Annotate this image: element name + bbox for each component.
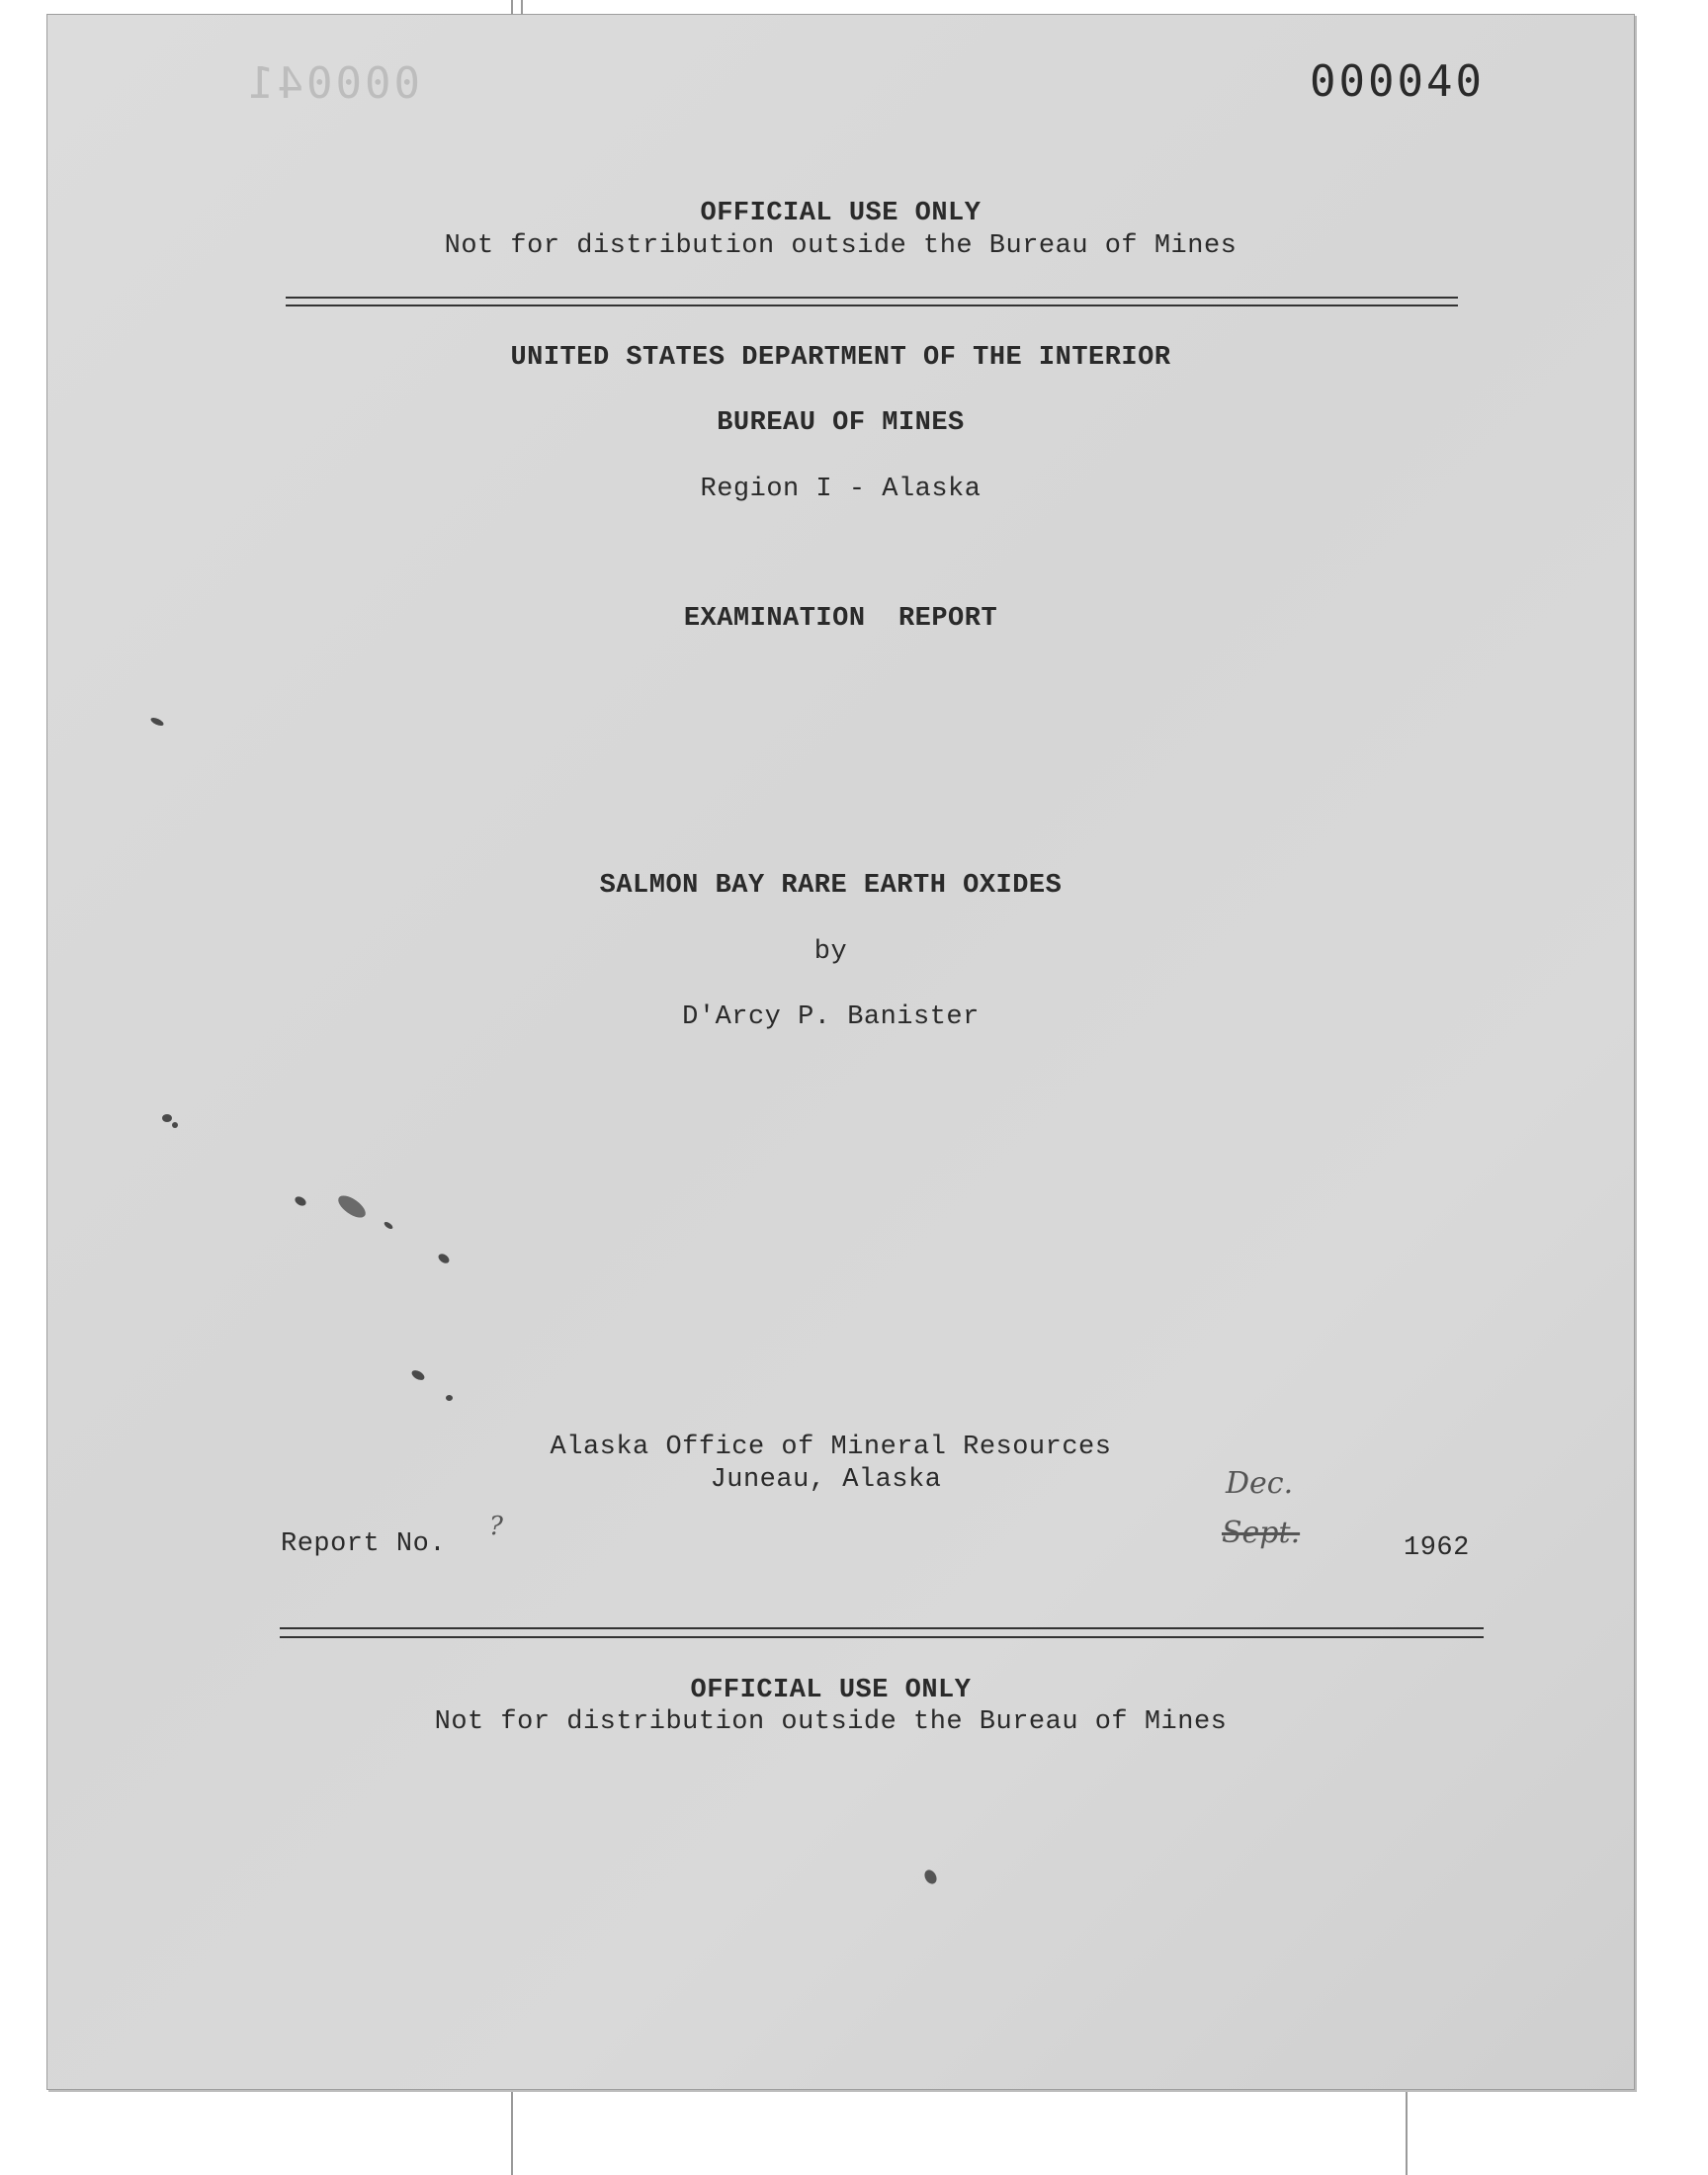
footer-notice-title: OFFICIAL USE ONLY [690,1676,972,1705]
report-number-label: Report No. [281,1529,447,1559]
scan-edge-top-left [511,0,513,14]
scan-edge-bottom-right [1406,2088,1408,2175]
region-name: Region I - Alaska [700,475,982,504]
ink-speck [162,1114,172,1122]
ink-stain [335,1191,370,1222]
scan-edge-bottom-left [511,2088,513,2175]
ink-speck [437,1252,451,1264]
footer-notice-subtitle: Not for distribution outside the Bureau of Mines [434,1707,1228,1737]
ink-speck [172,1122,178,1128]
ghost-page-number: 000041 [245,58,420,109]
footer-rule-bottom [280,1636,1484,1638]
office-location: Juneau, Alaska [710,1465,942,1495]
document-page [46,14,1635,2090]
ink-speck [922,1868,939,1885]
ink-speck [446,1395,453,1401]
header-notice-subtitle: Not for distribution outside the Bureau of Mines [444,231,1238,261]
struck-month: Sept. [1222,1516,1301,1550]
footer-rule-top [280,1627,1484,1629]
ink-speck [149,716,164,727]
report-title: SALMON BAY RARE EARTH OXIDES [599,871,1063,901]
ink-speck [294,1195,307,1208]
header-notice-title: OFFICIAL USE ONLY [700,199,982,228]
header-rule-top [286,297,1458,299]
author-name: D'Arcy P. Banister [682,1002,980,1032]
header-rule-bottom [286,304,1458,306]
bureau-name: BUREAU OF MINES [717,408,965,438]
report-number-handwritten-mark: ? [489,1512,503,1541]
office-name: Alaska Office of Mineral Resources [550,1433,1112,1462]
by-label: by [813,937,848,967]
department-name: UNITED STATES DEPARTMENT OF THE INTERIOR [510,343,1171,373]
page-number: 000040 [1310,56,1485,107]
ink-speck [410,1368,426,1382]
scan-edge-top-right [521,0,523,14]
ink-speck [383,1221,393,1231]
handwritten-month: Dec. [1226,1466,1294,1501]
report-year: 1962 [1404,1533,1470,1563]
report-type: EXAMINATION REPORT [683,604,998,634]
